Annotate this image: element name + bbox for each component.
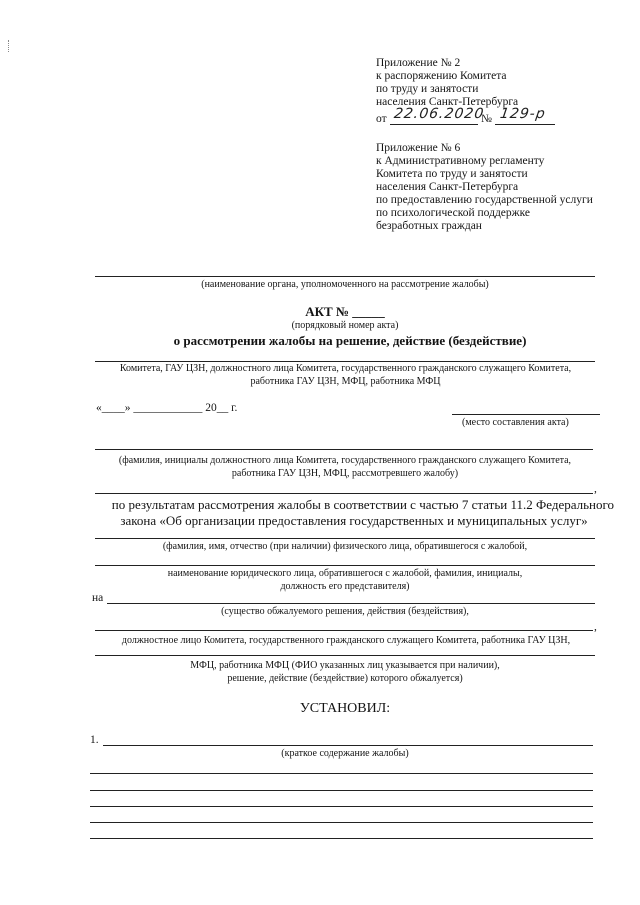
handwritten-number: 129-р bbox=[498, 106, 547, 122]
appealed-official-line: должностное лицо Комитета, государственного гражданского служащего Комитета, работника ГАУ ЦЗН, bbox=[121, 635, 571, 646]
subject-caption bbox=[88, 363, 603, 388]
applicant-line-2 bbox=[95, 565, 595, 566]
blank-line bbox=[90, 806, 593, 807]
item-caption: (краткое содержание жалобы) bbox=[281, 748, 409, 759]
official-caption bbox=[90, 455, 600, 480]
header1-line: по труду и занятости bbox=[376, 83, 479, 95]
header1-line: населения Санкт-Петербурга bbox=[376, 96, 519, 108]
blank-line bbox=[90, 773, 593, 774]
act-number-caption: (порядковый номер акта) bbox=[291, 320, 399, 331]
header2-line: Приложение № 6 bbox=[376, 142, 461, 154]
act-title: АКТ № _____ bbox=[305, 304, 385, 319]
item-number: 1. bbox=[90, 734, 99, 746]
header2-line: к Административному регламенту bbox=[376, 155, 545, 167]
subject-caption-line: работника ГАУ ЦЗН, МФЦ, работника МФЦ bbox=[250, 375, 441, 387]
result-line: по результатам рассмотрения жалобы в соответствии с частью 7 статьи 11.2 Федерального bbox=[111, 497, 614, 512]
subject-caption-line: Комитета, ГАУ ЦЗН, должностного лица Комитета, государственного гражданского служащего Комитета, bbox=[119, 363, 572, 374]
header1-line: Приложение № 2 bbox=[376, 57, 461, 69]
organ-line bbox=[95, 276, 595, 277]
number-underline bbox=[495, 124, 555, 125]
appealed-line bbox=[95, 630, 593, 631]
header2-line: населения Санкт-Петербурга bbox=[376, 181, 519, 193]
subject-line bbox=[95, 361, 595, 362]
appealed-caption-line: МФЦ, работника МФЦ (ФИО указанных лиц указывается при наличии), bbox=[190, 660, 500, 671]
result-line: закона «Об организации предоставления государственных и муниципальных услуг» bbox=[120, 513, 588, 528]
number-label: № bbox=[481, 113, 492, 125]
blank-line bbox=[90, 838, 593, 839]
header2-line: по предоставлению государственной услуги bbox=[376, 194, 593, 206]
appealed-caption-line: решение, действие (бездействие) которого обжалуется) bbox=[227, 672, 463, 684]
appealed-caption: (существо обжалуемого решения, действия (бездействия), bbox=[221, 606, 469, 617]
official-comma: , bbox=[594, 483, 597, 495]
applicant-caption-2 bbox=[95, 568, 595, 593]
handwritten-date: 22.06.2020 bbox=[392, 106, 486, 122]
applicant-line bbox=[95, 538, 595, 539]
blank-line bbox=[90, 822, 593, 823]
place-line bbox=[452, 414, 600, 415]
official-caption-line: работника ГАУ ЦЗН, МФЦ, рассмотревшего жалобу) bbox=[231, 467, 459, 479]
result-paragraph bbox=[94, 497, 614, 513]
applicant-caption-line: должность его представителя) bbox=[280, 580, 410, 592]
header2-line: по психологической поддержке bbox=[376, 207, 531, 219]
act-subtitle: о рассмотрении жалобы на решение, действие (бездействие) bbox=[173, 333, 527, 348]
place-caption: (место составления акта) bbox=[462, 417, 569, 428]
item-line bbox=[103, 745, 593, 746]
official-line bbox=[95, 449, 593, 450]
from-label: от bbox=[376, 113, 387, 125]
on-label: на bbox=[92, 592, 104, 604]
organ-caption: (наименование органа, уполномоченного на рассмотрение жалобы) bbox=[201, 279, 489, 290]
applicant-caption-line: наименование юридического лица, обратившегося с жалобой, фамилия, инициалы, bbox=[167, 568, 523, 579]
result-paragraph-2 bbox=[94, 513, 614, 529]
header2-line: безработных граждан bbox=[376, 220, 482, 232]
on-line bbox=[107, 603, 595, 604]
appealed-line-2 bbox=[95, 655, 595, 656]
established-heading: УСТАНОВИЛ: bbox=[299, 701, 391, 716]
header2-line: Комитета по труду и занятости bbox=[376, 168, 528, 180]
official-line-2 bbox=[95, 493, 593, 494]
header-appendix-2 bbox=[376, 57, 626, 109]
appealed-caption-2 bbox=[95, 660, 595, 685]
date-underline bbox=[390, 124, 478, 125]
margin-mark bbox=[8, 40, 10, 52]
appealed-comma: , bbox=[594, 621, 597, 633]
official-caption-line: (фамилия, инициалы должностного лица Комитета, государственного гражданского служащего Комитета, bbox=[118, 455, 572, 466]
date-field: «____» ____________ 20__ г. bbox=[96, 402, 238, 414]
header1-line: к распоряжению Комитета bbox=[376, 70, 507, 82]
blank-line bbox=[90, 790, 593, 791]
header-appendix-6 bbox=[376, 142, 631, 233]
applicant-caption-1: (фамилия, имя, отчество (при наличии) физического лица, обратившегося с жалобой, bbox=[162, 541, 528, 552]
